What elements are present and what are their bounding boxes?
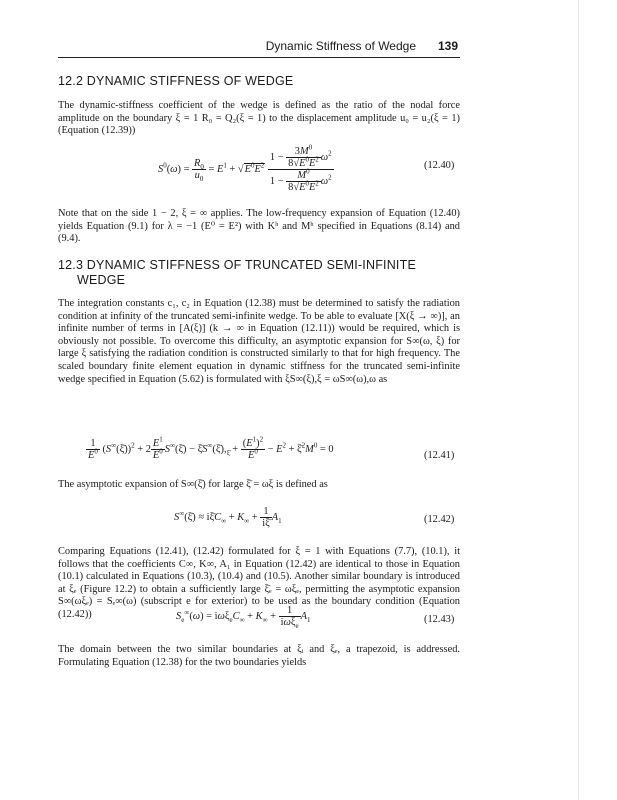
paragraph-comparing: Comparing Equations (12.41), (12.42) formulated for ξ = 1 with Equations (7.7), (10.1), it follows that the coefficients C∞, K∞, A₁ in Equation (12.42) are identical to those in Equation (10.1) calculated in Equations (10.3), (10.4) and (10.5). Another similar boundary is introduced at ξₑ (Figure 12.2) to obtain a sufficiently large ξ̄ₑ = ωξₑ, permitting the asymptotic expansion S∞(ωξₑ) = Sₑ∞(ω) (subscript e for exterior) to be used as the boundary condition (Equation (12.42)): [58, 546, 460, 620]
section-heading-12-3-line2: WEDGE: [77, 273, 126, 287]
equation-number-12-41: (12.41): [424, 450, 455, 461]
page-number: 139: [437, 39, 458, 53]
equation-number-12-42: (12.42): [424, 514, 455, 525]
equation-number-12-40: (12.40): [424, 160, 455, 171]
running-header-title: Dynamic Stiffness of Wedge: [265, 39, 416, 53]
paragraph-domain: The domain between the two similar boundaries at ξᵢ and ξₑ, a trapezoid, is addressed. Formulating Equation (12.38) for the two boundaries yields: [58, 644, 460, 668]
paragraph-low-frequency: Note that on the side 1 − 2, ξ = ∞ applies. The low-frequency expansion of Equation (12.40) yields Equation (9.1) for λ = −1 (E⁰ = E²) with Kʰ and Mʰ specified in Equations (8.14) and (9.4).: [58, 208, 460, 245]
paragraph-definition: The dynamic-stiffness coefficient of the wedge is defined as the ratio of the nodal force amplitude on the boundary ξ = 1 R₀ = Q₂(ξ = 1) to the displacement amplitude u₀ = u₂(ξ = 1) (Equation (12.39)): [58, 100, 460, 137]
paragraph-asymptotic: The asymptotic expansion of S∞(ξ̄) for large ξ̄ = ωξ is defined as: [58, 479, 328, 490]
equation-12-41: $\frac{1}{E^0}$ (S∞(ξ̄))$^2$ + 2 $\frac{E^1}{E^0}$ S∞(ξ̄) − $\xīS^\infty(\xī),_{\xī}$ + $\frac{(E^1)^2}{E^0}$ − $E^2$ + $\xī^2M^0 = 0$: [88, 435, 334, 461]
equation-12-43: $S_e^\infty(\omega) = i\omega\xi_eC_\infty + K_\infty$ + $\frac{1}{i\omega\xi_e}$ $A_1$: [176, 605, 311, 631]
section-heading-12-3-line1: 12.3 DYNAMIC STIFFNESS OF TRUNCATED SEMI-INFINITE: [58, 258, 416, 272]
paragraph-integration-constants: The integration constants c₁, c₂ in Equation (12.38) must be determined to satisfy the radiation condition at infinity of the truncated semi-infinite wedge. To be able to evaluate [X(ξ → ∞)], an infinite number of terms in [A(ξ)] (k → ∞ in Equation (12.11)) would be required, which is obviously not possible. To overcome this difficulty, an asymptotic expansion for S∞(ω, ξ) for large ξ satisfying the radiation condition is constructed similarly to that for high frequency. The scaled boundary finite element equation in dynamic stiffness for the truncated semi-infinite wedge specified in Equation (5.62) is formulated with ξS∞(ξ),ξ = ωS∞(ω),ω as: [58, 298, 460, 385]
running-header: [58, 37, 460, 58]
page-edge-line: [578, 0, 579, 800]
section-heading-12-2: 12.2 DYNAMIC STIFFNESS OF WEDGE: [58, 74, 294, 88]
equation-number-12-43: (12.43): [424, 614, 455, 625]
equation-12-40: $S^0(\omega)$ = $\frac{R_0}{u_0}$ = $E^1 + √E^0E^2$ 1 − $\frac{3M^0}{8√E^0E^2}$ $\omega^2$ 1 − $\frac{M^0}{8√E^0E^2}$ $\omega^2$: [158, 143, 332, 193]
equation-12-42: S∞(ξ̄) ≈ $i\xīC_\infty + K_\infty$ + $\frac{1}{i\xī}$ $A_1$: [174, 506, 282, 529]
